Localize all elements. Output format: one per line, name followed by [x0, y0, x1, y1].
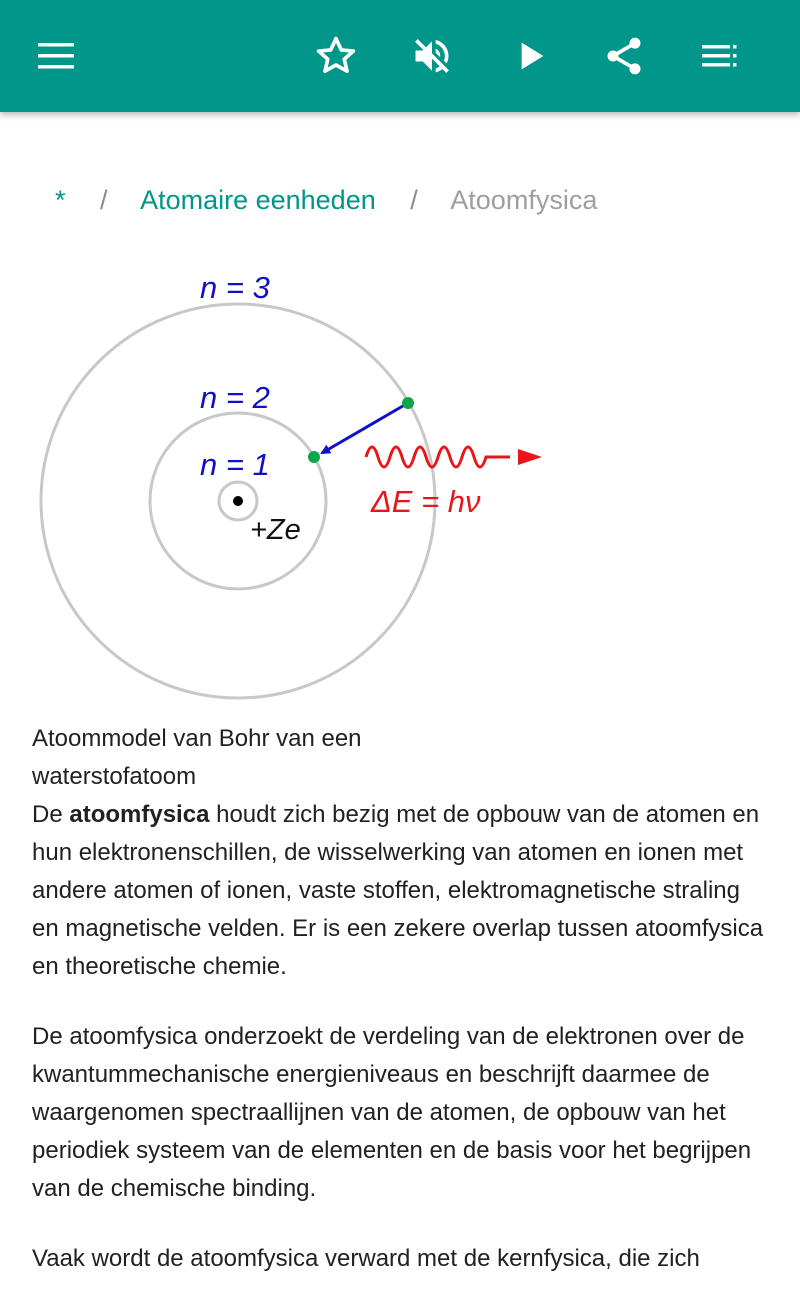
nucleus — [233, 496, 243, 506]
breadcrumb-parent[interactable]: Atomaire eenheden — [140, 185, 376, 215]
label-n3: n = 3 — [200, 270, 270, 305]
play-button[interactable] — [500, 26, 560, 86]
play-icon — [510, 36, 550, 76]
mute-button[interactable] — [402, 26, 462, 86]
star-icon — [314, 34, 358, 78]
article-content — [32, 720, 772, 1310]
paragraph-3: Vaak wordt de atoomfysica verward met de kernfysica, die zich — [32, 1245, 700, 1272]
menu-icon — [36, 36, 76, 76]
energy-label: ΔE = hν — [371, 484, 481, 519]
paragraph-1-start: De — [32, 801, 70, 828]
favorite-button[interactable] — [306, 26, 366, 86]
photon-wave — [366, 447, 510, 467]
breadcrumb-separator: / — [100, 185, 108, 215]
electron-inner — [308, 451, 320, 463]
paragraph-2: De atoomfysica onderzoekt de verdeling van de elektronen over de kwantummechanische energieniveaus en beschrijft daarmee de waargenomen spectraallijnen van de atomen, de opbouw van het periodiek systeem van de elementen en de basis voor het begrijpen van de chemische binding. — [32, 1023, 752, 1202]
electron-outer — [402, 397, 414, 409]
label-n2: n = 2 — [200, 380, 270, 415]
paragraph-1-rest: houdt zich bezig met de opbouw van de atomen en hun elektronenschillen, de wisselwerking van atomen en ionen met andere atomen of ionen, vaste stoffen, elektromagnetische straling en magnetische velden. Er is een zekere overlap tussen atoomfysica en theoretische chemie. — [32, 801, 764, 980]
app-toolbar — [0, 0, 800, 112]
list-icon — [700, 36, 740, 76]
volume-off-icon — [410, 34, 454, 78]
photon-arrowhead — [518, 449, 542, 465]
breadcrumb-home[interactable]: * — [55, 185, 66, 215]
breadcrumb-current: Atoomfysica — [450, 185, 598, 215]
transition-arrow — [322, 403, 408, 453]
menu-button[interactable] — [26, 26, 86, 86]
term-atoomfysica: atoomfysica — [69, 801, 210, 828]
share-icon — [602, 34, 646, 78]
breadcrumb-separator: / — [410, 185, 418, 215]
bohr-model-diagram — [0, 250, 600, 710]
nucleus-charge-label: +Ze — [250, 514, 301, 546]
share-button[interactable] — [594, 26, 654, 86]
contents-button[interactable] — [690, 26, 750, 86]
paragraph-1 — [32, 796, 772, 986]
figure-caption: Atoommodel van Bohr van een waterstofatoom — [32, 725, 362, 790]
label-n1: n = 1 — [200, 447, 270, 482]
breadcrumb — [55, 180, 597, 220]
